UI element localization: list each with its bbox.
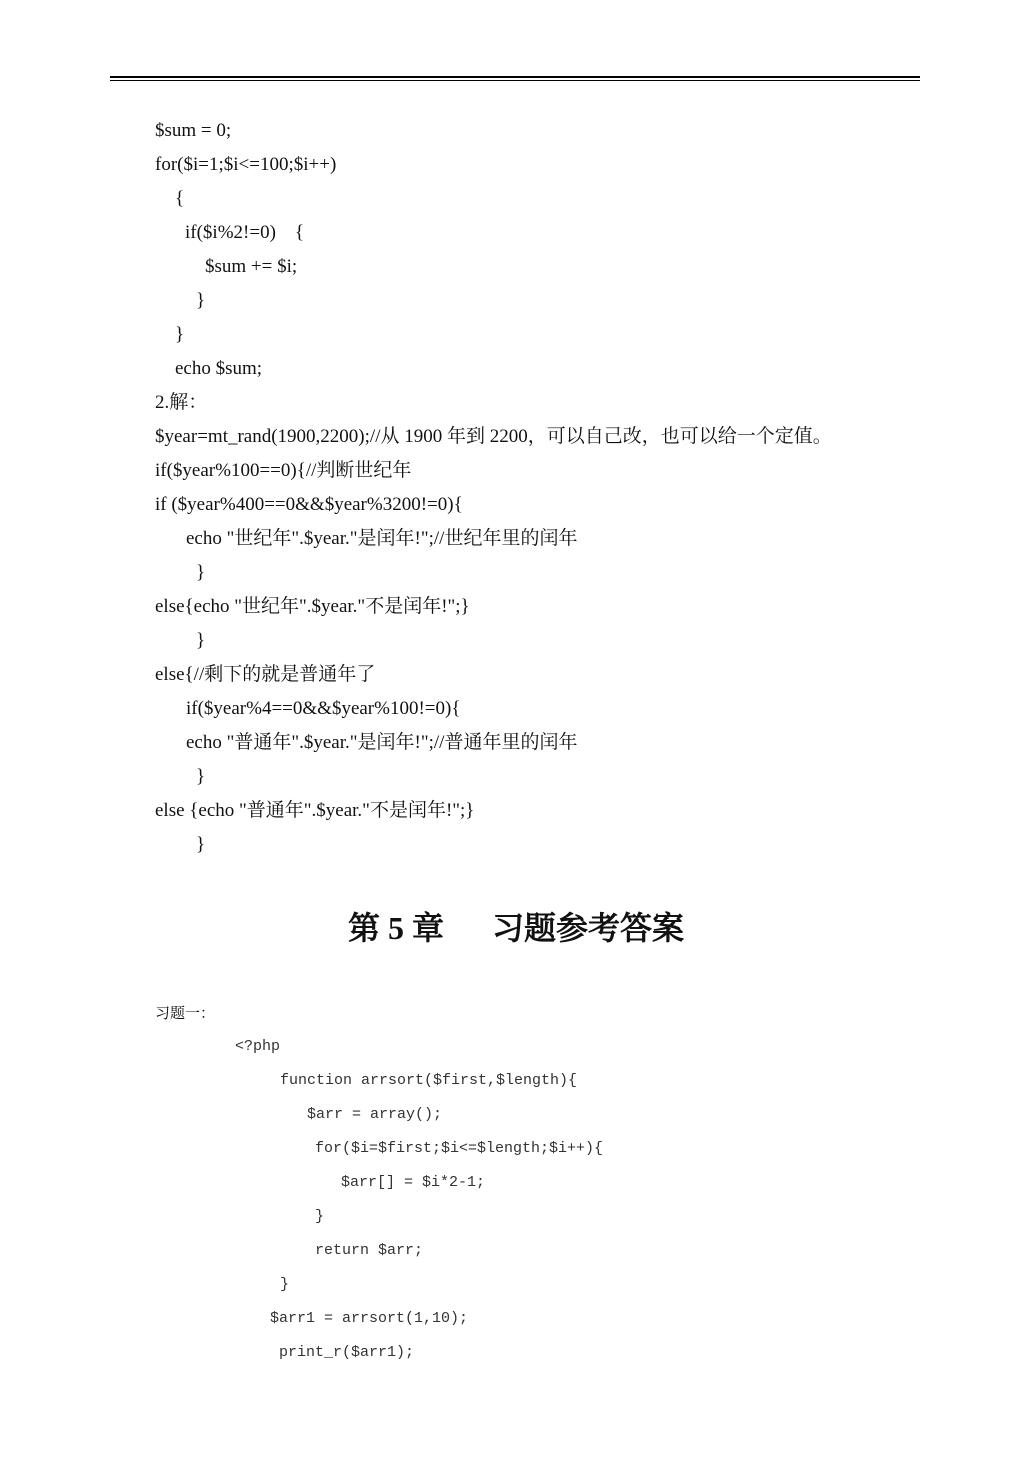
code-line: <?php xyxy=(235,1038,281,1055)
code-line: } xyxy=(196,290,206,311)
code-line: } xyxy=(196,630,206,651)
code-line: } xyxy=(196,562,206,583)
answer-label: 2.解： xyxy=(155,392,208,413)
code-line: for($i=1;$i<=100;$i++) xyxy=(155,154,337,175)
code-line: echo "普通年".$year."是闰年!";//普通年里的闰年 xyxy=(186,732,578,753)
code-line: $arr[] = $i*2-1; xyxy=(341,1174,486,1191)
code-line: } xyxy=(175,324,185,345)
chapter-heading: 第 5 章 习题参考答案 xyxy=(347,910,684,946)
code-line: return $arr; xyxy=(315,1242,424,1259)
code-line: for($i=$first;$i<=$length;$i++){ xyxy=(315,1140,604,1157)
code-line: else{//剩下的就是普通年了 xyxy=(155,664,376,685)
code-line: } xyxy=(280,1276,290,1293)
code-line: print_r($arr1); xyxy=(279,1344,415,1361)
code-line: if($year%4==0&&$year%100!=0){ xyxy=(186,698,461,719)
code-line: $year=mt_rand(1900,2200);//从 1900 年到 2200，可以自己改，也可以给一个定值。 xyxy=(155,426,832,447)
code-line: $sum = 0; xyxy=(155,120,232,141)
code-line: $arr1 = arrsort(1,10); xyxy=(270,1310,469,1327)
code-line: if ($year%400==0&&$year%3200!=0){ xyxy=(155,494,463,515)
code-line: else {echo "普通年".$year."不是闰年!";} xyxy=(155,800,475,821)
code-line: } xyxy=(196,834,206,855)
code-line: function arrsort($first,$length){ xyxy=(280,1072,578,1089)
header-rule-thin xyxy=(110,80,920,81)
code-line: $sum += $i; xyxy=(205,256,298,277)
code-line: } xyxy=(196,766,206,787)
header-rule-thick xyxy=(110,76,920,78)
code-line: if($i%2!=0) { xyxy=(185,222,305,243)
code-line: echo $sum; xyxy=(175,358,263,379)
code-line: if($year%100==0){//判断世纪年 xyxy=(155,460,412,481)
exercise-label: 习题一： xyxy=(155,1006,216,1022)
code-line: else{echo "世纪年".$year."不是闰年!";} xyxy=(155,596,470,617)
code-line: $arr = array(); xyxy=(307,1106,443,1123)
code-line: { xyxy=(175,188,185,209)
code-line: echo "世纪年".$year."是闰年!";//世纪年里的闰年 xyxy=(186,528,578,549)
code-line: } xyxy=(315,1208,325,1225)
